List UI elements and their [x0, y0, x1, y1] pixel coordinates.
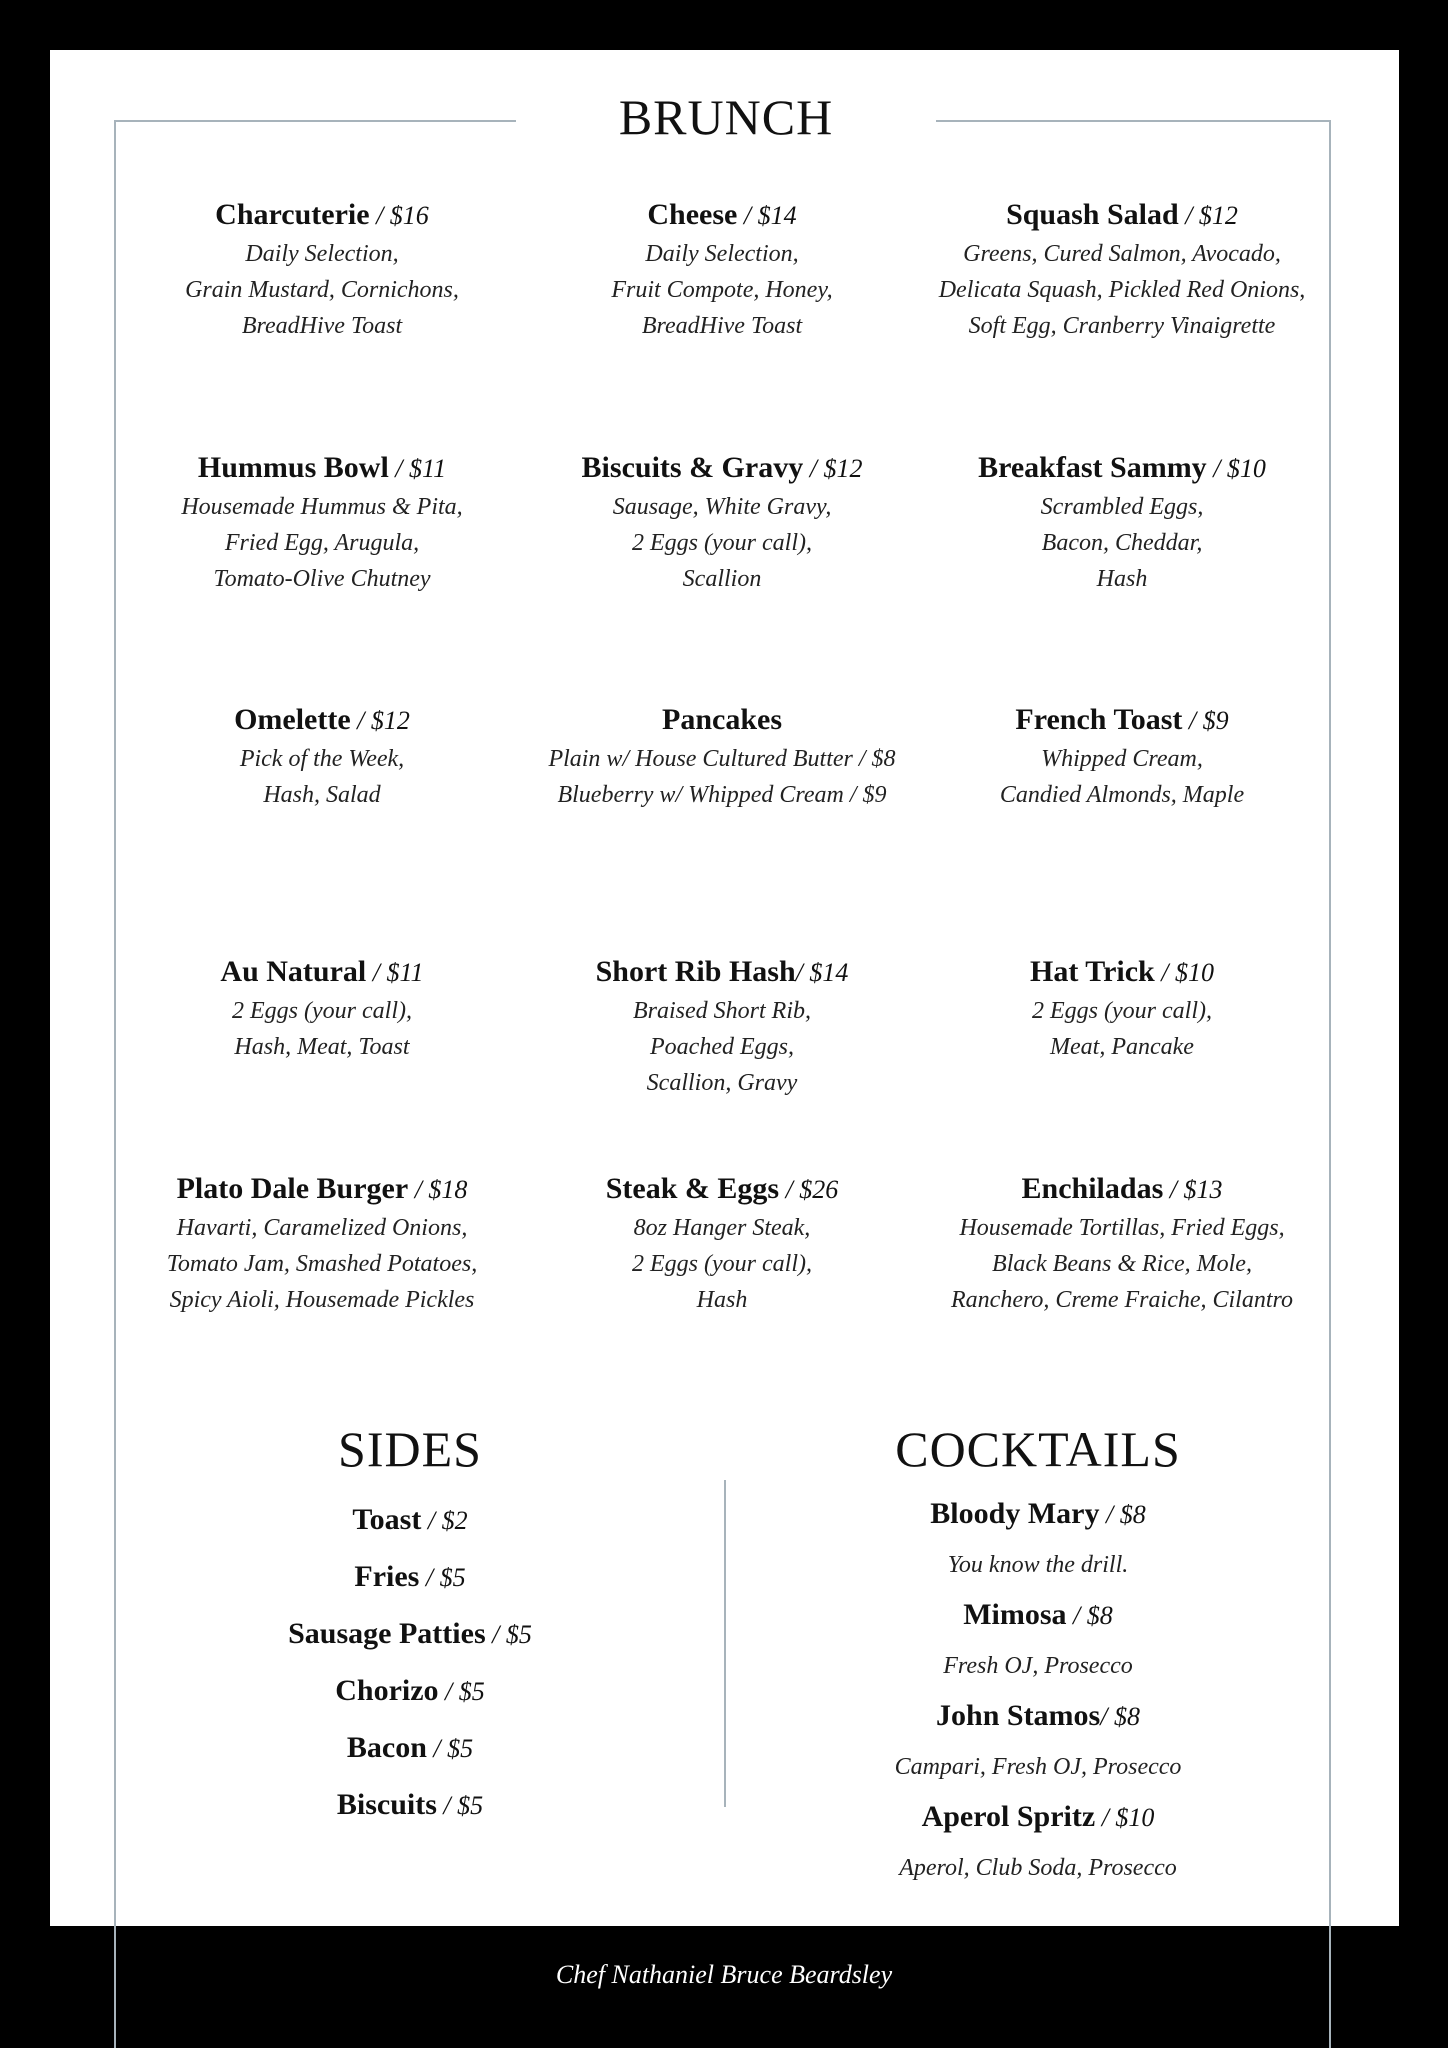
side-name: Toast: [352, 1503, 422, 1536]
side-price: / $2: [421, 1506, 468, 1535]
item-desc: Spicy Aioli, Housemade Pickles: [169, 1287, 475, 1313]
item-name: Breakfast Sammy: [978, 451, 1207, 484]
sides-cocktails-divider: [724, 1480, 726, 1807]
side-item: [210, 1777, 610, 1834]
side-name: Chorizo: [335, 1674, 439, 1707]
frame-left-line: [114, 120, 116, 2048]
item-price: / $14: [737, 201, 797, 230]
item-desc: Havarti, Caramelized Onions,: [176, 1215, 468, 1241]
frame-top-right-line: [936, 120, 1331, 122]
menu-item-omelette: [122, 700, 522, 813]
item-desc: Housemade Hummus & Pita,: [181, 494, 463, 520]
item-name: Hummus Bowl: [197, 451, 389, 484]
item-price: / $11: [388, 454, 447, 483]
item-desc: Meat, Pancake: [1050, 1034, 1194, 1060]
cocktails-title: COCKTAILS: [895, 1421, 1181, 1477]
item-desc: Hash, Meat, Toast: [234, 1034, 410, 1060]
item-name: Pancakes: [662, 703, 782, 736]
item-desc: Tomato Jam, Smashed Potatoes,: [166, 1251, 478, 1277]
menu-item-steak-eggs: [522, 1169, 922, 1318]
item-desc: Daily Selection,: [645, 241, 799, 267]
item-name: Au Natural: [220, 955, 367, 988]
menu-item-pancakes: [522, 700, 922, 813]
item-price: / $16: [369, 201, 429, 230]
sides-list: [210, 1492, 610, 1834]
side-name: Bacon: [346, 1731, 427, 1764]
item-desc: Pick of the Week,: [239, 746, 405, 772]
item-desc: Hash: [696, 1287, 748, 1313]
side-item: [210, 1720, 610, 1777]
item-desc: 2 Eggs (your call),: [632, 530, 812, 556]
cocktail-price: / $10: [1095, 1803, 1155, 1832]
side-name: Biscuits: [336, 1788, 437, 1821]
item-desc: 2 Eggs (your call),: [632, 1251, 812, 1277]
item-desc: 2 Eggs (your call),: [232, 998, 412, 1024]
menu-item-hat-trick: [922, 952, 1322, 1065]
side-price: / $5: [438, 1677, 485, 1706]
item-price: / $14: [795, 958, 849, 987]
item-desc: Ranchero, Creme Fraiche, Cilantro: [951, 1287, 1293, 1313]
cocktail-price: / $8: [1099, 1500, 1146, 1529]
item-desc: Hash: [1096, 566, 1148, 592]
item-desc: Plain w/ House Cultured Butter / $8: [548, 746, 896, 772]
item-name: French Toast: [1015, 703, 1183, 736]
cocktail-item: [838, 1593, 1238, 1638]
item-price: / $12: [350, 706, 410, 735]
cocktail-name: Mimosa: [963, 1598, 1067, 1631]
item-desc: Soft Egg, Cranberry Vinaigrette: [968, 313, 1276, 339]
item-desc: BreadHive Toast: [641, 313, 803, 339]
cocktail-desc: Aperol, Club Soda, Prosecco: [899, 1855, 1177, 1881]
sides-title: SIDES: [338, 1421, 482, 1477]
side-price: / $5: [436, 1791, 484, 1820]
menu-item-au-natural: [122, 952, 522, 1065]
item-price: / $18: [408, 1175, 468, 1204]
item-desc: Scallion: [682, 566, 762, 592]
menu-item-short-rib-hash: [522, 952, 922, 1101]
side-item: [210, 1492, 610, 1549]
item-price: / $10: [1206, 454, 1266, 483]
side-item: [210, 1606, 610, 1663]
item-desc: BreadHive Toast: [241, 313, 403, 339]
cocktails-list: [838, 1492, 1238, 1896]
item-name: Short Rib Hash: [595, 955, 796, 988]
item-desc: Fried Egg, Arugula,: [224, 530, 420, 556]
item-desc: Scallion, Gravy: [646, 1070, 798, 1096]
menu-item-breakfast-sammy: [922, 448, 1322, 597]
side-name: Fries: [354, 1560, 420, 1593]
item-name: Plato Dale Burger: [176, 1172, 409, 1205]
item-price: / $12: [1178, 201, 1238, 230]
item-price: / $9: [1182, 706, 1229, 735]
side-item: [210, 1663, 610, 1720]
side-price: / $5: [419, 1563, 466, 1592]
item-desc: Braised Short Rib,: [633, 998, 811, 1024]
item-desc: Candied Almonds, Maple: [999, 782, 1245, 808]
menu-item-french-toast: [922, 700, 1322, 813]
brunch-title: BRUNCH: [618, 89, 834, 145]
item-price: / $13: [1163, 1175, 1223, 1204]
menu-item-charcuterie: [122, 195, 522, 344]
item-desc: Black Beans & Rice, Mole,: [992, 1251, 1252, 1277]
item-name: Charcuterie: [215, 198, 370, 231]
cocktail-item: [838, 1694, 1238, 1739]
item-desc: Poached Eggs,: [650, 1034, 794, 1060]
item-price: / $12: [803, 454, 863, 483]
cocktail-price: / $8: [1066, 1601, 1113, 1630]
item-desc: Fruit Compote, Honey,: [611, 277, 833, 303]
side-item: [210, 1549, 610, 1606]
item-desc: 2 Eggs (your call),: [1032, 998, 1212, 1024]
menu-item-hummus-bowl: [122, 448, 522, 597]
item-name: Steak & Eggs: [605, 1172, 780, 1205]
item-price: / $10: [1154, 958, 1214, 987]
item-desc: Whipped Cream,: [1041, 746, 1203, 772]
side-price: / $5: [426, 1734, 474, 1763]
menu-item-squash-salad: [922, 195, 1322, 344]
cocktail-desc: Campari, Fresh OJ, Prosecco: [894, 1754, 1182, 1780]
item-desc: Greens, Cured Salmon, Avocado,: [963, 241, 1281, 267]
cocktail-name: John Stamos: [936, 1699, 1101, 1732]
item-name: Enchiladas: [1021, 1172, 1164, 1205]
item-desc: Daily Selection,: [245, 241, 399, 267]
item-desc: Sausage, White Gravy,: [612, 494, 832, 520]
item-name: Cheese: [647, 198, 738, 231]
cocktail-desc: Fresh OJ, Prosecco: [943, 1653, 1133, 1679]
item-desc: Hash, Salad: [263, 782, 381, 808]
menu-item-cheese: [522, 195, 922, 344]
side-price: / $5: [485, 1620, 532, 1649]
item-desc: Delicata Squash, Pickled Red Onions,: [938, 277, 1306, 303]
cocktail-name: Aperol Spritz: [921, 1800, 1096, 1833]
menu-item-enchiladas: [922, 1169, 1322, 1318]
cocktail-item: [838, 1795, 1238, 1840]
item-desc: Housemade Tortillas, Fried Eggs,: [959, 1215, 1285, 1241]
cocktail-name: Bloody Mary: [930, 1497, 1100, 1530]
item-desc: Blueberry w/ Whipped Cream / $9: [557, 782, 887, 808]
cocktail-item: [838, 1492, 1238, 1537]
item-name: Hat Trick: [1030, 955, 1155, 988]
item-name: Biscuits & Gravy: [581, 451, 804, 484]
item-desc: Grain Mustard, Cornichons,: [185, 277, 459, 303]
item-desc: 8oz Hanger Steak,: [633, 1215, 811, 1241]
cocktail-desc: You know the drill.: [947, 1552, 1129, 1578]
item-price: / $26: [779, 1175, 839, 1204]
chef-signature: Chef Nathaniel Bruce Beardsley: [555, 1960, 893, 1989]
item-desc: Bacon, Cheddar,: [1041, 530, 1203, 556]
item-name: Omelette: [234, 703, 351, 736]
item-name: Squash Salad: [1006, 198, 1179, 231]
menu-item-biscuits-gravy: [522, 448, 922, 597]
cocktail-price: / $8: [1100, 1702, 1140, 1731]
item-price: / $11: [366, 958, 424, 987]
menu-item-plato-dale-burger: [122, 1169, 522, 1318]
item-desc: Scrambled Eggs,: [1040, 494, 1204, 520]
side-name: Sausage Patties: [288, 1617, 486, 1650]
frame-right-line: [1329, 120, 1331, 2048]
frame-top-left-line: [114, 120, 516, 122]
item-desc: Tomato-Olive Chutney: [213, 566, 431, 592]
